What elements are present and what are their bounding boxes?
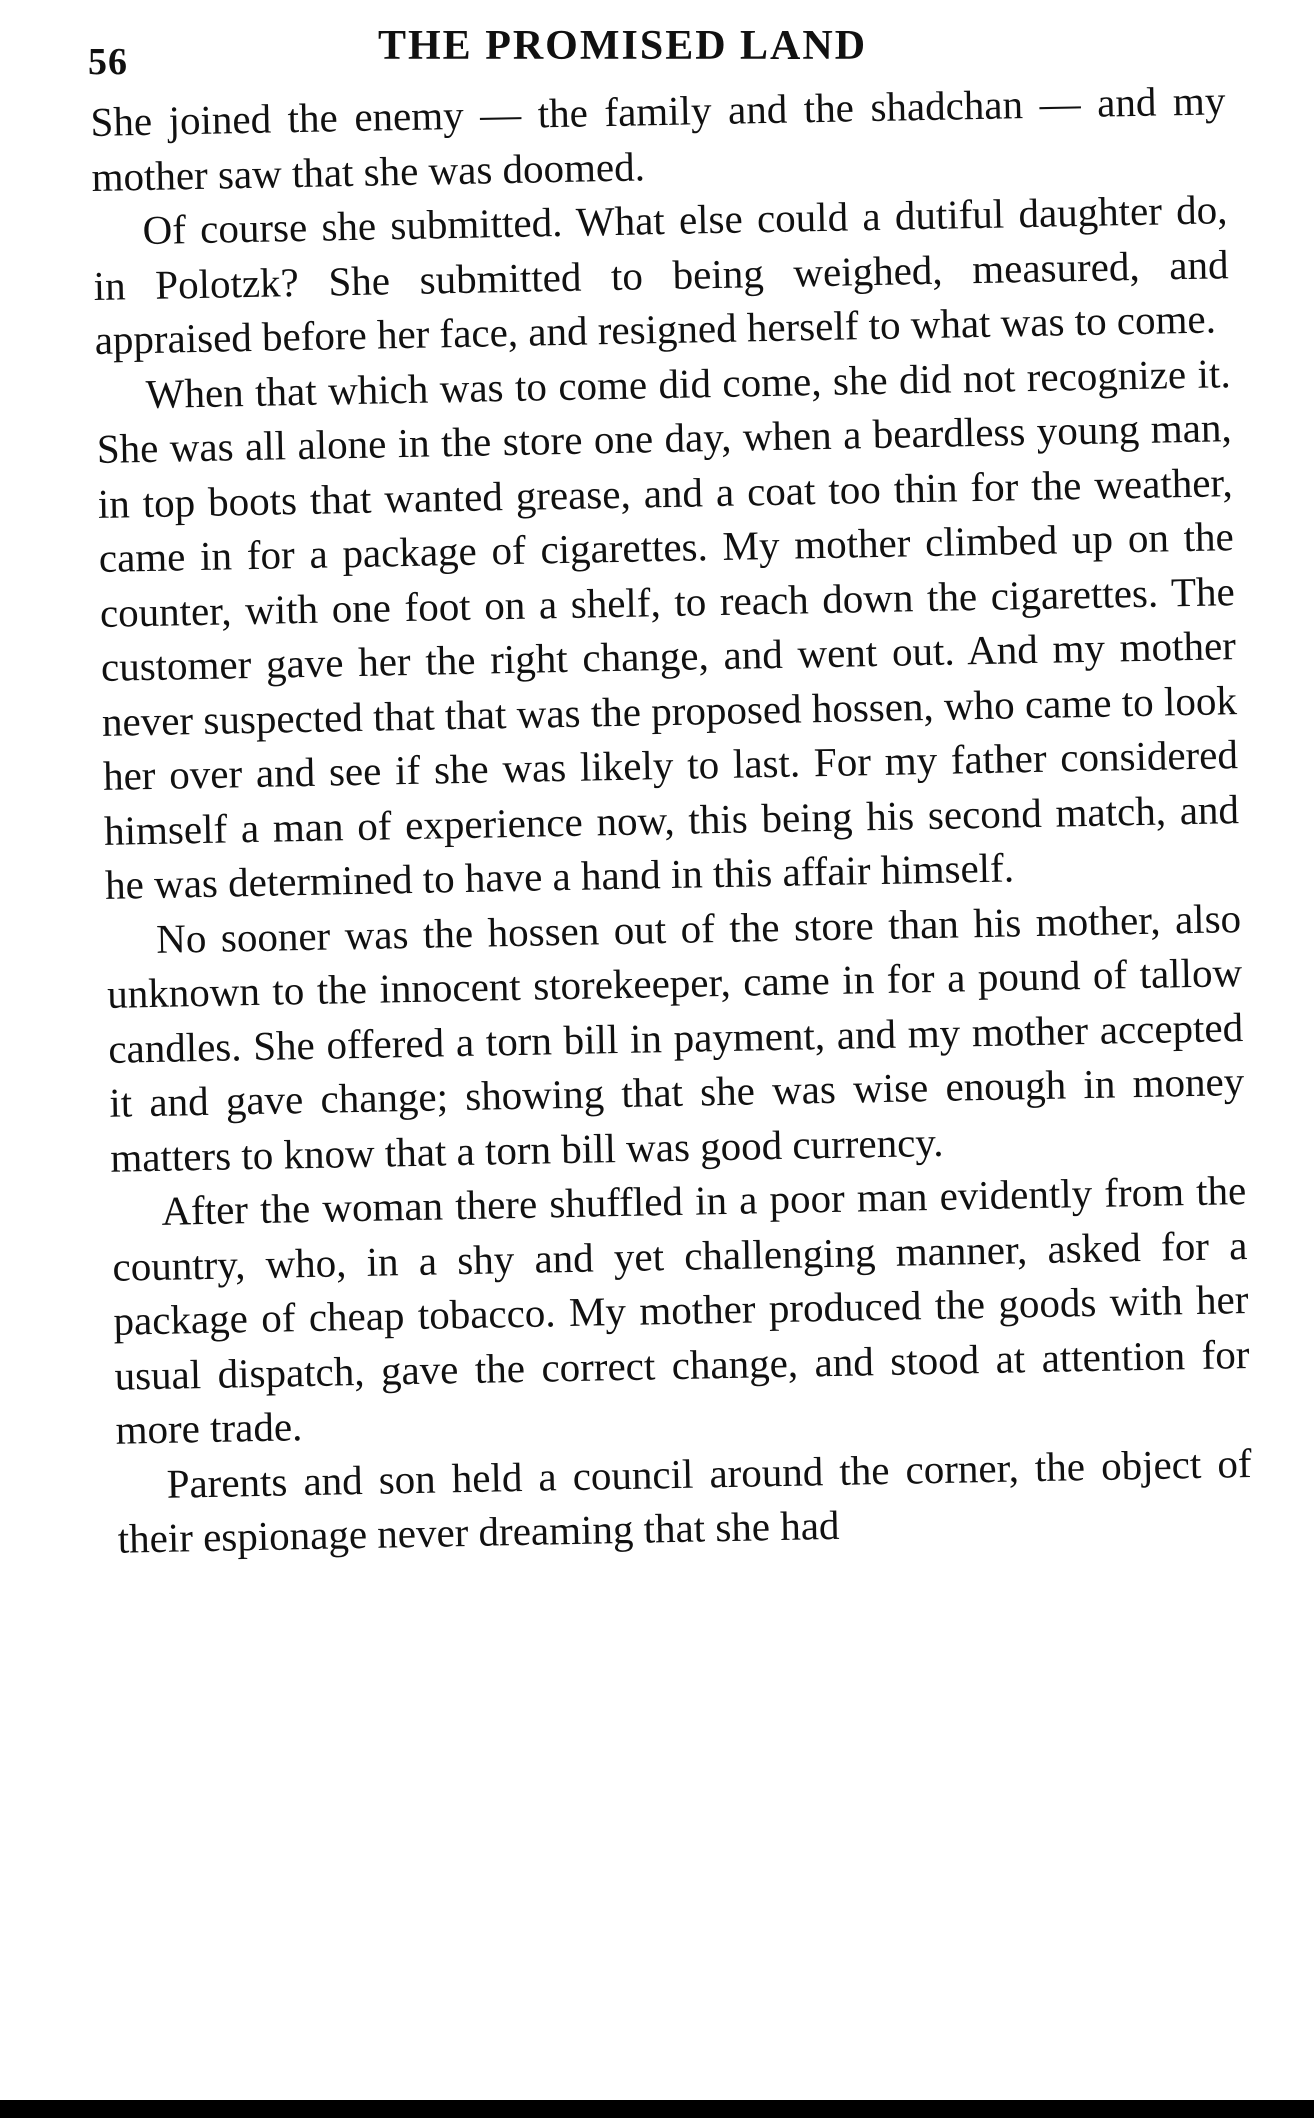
body-text (90, 73, 1253, 1566)
paragraph-continuation: She joined the enemy — the family and the shadchan — and my mother saw that she was doomed. (90, 77, 1226, 200)
running-title: THE PROMISED LAND (378, 23, 868, 69)
paragraph-mother-candles: No sooner was the hossen out of the store than his mother, also unknown to the innocent storekeeper, came in for a pound of tallow candles. She offered a torn bill in payment, and my mother accepted it and gave change; showing that she was wise enough in money matters to know that a torn bill was good currency. (106, 894, 1245, 1181)
paragraph-council: Parents and son held a council around the corner, the object of their espionage never dreaming that she had (117, 1439, 1252, 1562)
page-header (88, 22, 1188, 82)
page-number: 56 (88, 41, 128, 83)
scan-bottom-edge (0, 2100, 1314, 2118)
paragraph-poor-man: After the woman there shuffled in a poor man evidently from the country, who, in a shy and yet challenging manner, asked for a package of cheap tobacco. My mother produced the goods with her usual dispatch, gave the correct change, and stood at attention for more trade. (112, 1167, 1250, 1453)
paragraph-submission: Of course she submitted. What else could a dutiful daughter do, in Polotzk? She submitted to being weighed, measured, and appraised before her face, and resigned herself to what was to come. (93, 186, 1229, 363)
paragraph-young-man: When that which was to come did come, she did not recognize it. She was all alone in the store one day, when a beardless young man, in top boots that wanted grease, and a coat too thin for the weather, came in for a package of cigarettes. My mother climbed up on the counter, with one foot on a shelf, to reach down the cigarettes. The customer gave her the right change, and went out. And my mother never suspected that that was the proposed hossen, who came to look her over and see if she was likely to last. For my father considered himself a man of experience now, this being his second match, and he was determined to have a hand in this affair himself. (96, 349, 1240, 908)
